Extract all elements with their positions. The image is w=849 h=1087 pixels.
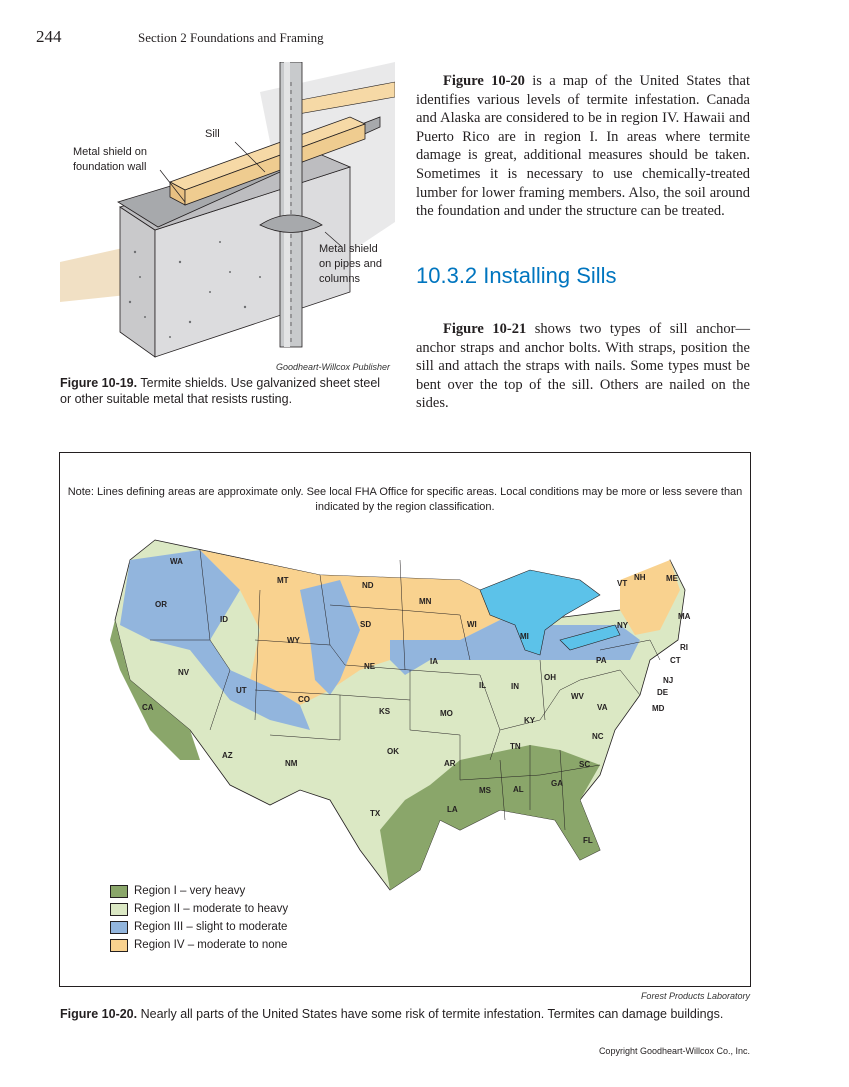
section-heading: 10.3.2 Installing Sills <box>416 263 617 288</box>
body-paragraph-1: Figure 10-20 is a map of the United States that identifies various levels of termite infestation. Canada and Alaska are considered to be in region IV. Hawaii and Puerto Rico are in region I. In areas where termite damage is great, additional measures should be taken. Sometimes it is necessary to use chemically-treated lumber for lower framing members. Also, the soil around the foundation and under the structure can be treated. <box>416 73 750 220</box>
state-label: WY <box>287 636 300 645</box>
state-label: IA <box>430 657 438 666</box>
state-label: IL <box>479 681 487 690</box>
state-label: VA <box>597 703 608 712</box>
state-label: AZ <box>222 751 233 760</box>
legend-swatch <box>110 885 128 898</box>
state-label: PA <box>596 656 607 665</box>
page-number: 244 <box>36 27 62 46</box>
copyright-footer: Copyright Goodheart-Willcox Co., Inc. <box>598 1046 750 1056</box>
state-label: AR <box>444 759 456 768</box>
foundation-wall <box>120 207 155 357</box>
figure-10-19-caption: Figure 10-19. Termite shields. Use galvanized sheet steel or other suitable metal that resists rusting. <box>60 376 381 406</box>
state-label: NH <box>634 573 646 582</box>
legend-swatch <box>110 903 128 916</box>
state-label: UT <box>236 686 247 695</box>
termite-region-map <box>60 530 750 900</box>
state-label: ME <box>666 574 678 583</box>
figure-10-19-credit: Goodheart-Willcox Publisher <box>276 362 390 372</box>
state-label: TN <box>510 742 521 751</box>
state-label: NY <box>617 621 629 630</box>
state-label: AL <box>513 785 524 794</box>
label-pipe-shield: Metal shield on pipes and columns <box>319 243 382 285</box>
state-label: CO <box>298 695 310 704</box>
state-label: OR <box>155 600 167 609</box>
state-label: OK <box>387 747 399 756</box>
state-label: SC <box>579 760 591 769</box>
figure-10-20-caption: Figure 10-20. Nearly all parts of the United States have some risk of termite infestation. Termites can damage buildings. <box>60 1007 724 1021</box>
state-label: WI <box>467 620 477 629</box>
state-label: MA <box>678 612 691 621</box>
state-label: IN <box>511 682 519 691</box>
state-label: ID <box>220 615 228 624</box>
state-label: MD <box>652 704 665 713</box>
legend-item: Region III – slight to moderate <box>110 918 288 936</box>
section-header: Section 2 Foundations and Framing <box>138 30 324 45</box>
legend-item: Region II – moderate to heavy <box>110 900 288 918</box>
map-note: Note: Lines defining areas are approximate only. See local FHA Office for specific areas. Local conditions may be more or less severe than indicated by the region classification. <box>67 486 743 513</box>
state-label: KS <box>379 707 391 716</box>
legend-swatch <box>110 939 128 952</box>
body-paragraph-2: Figure 10-21 shows two types of sill anchor—anchor straps and anchor bolts. With straps, position the sill and attach the straps with nails. Some types must be bent over the top of the sill. Others are nailed on the sides. <box>416 321 751 412</box>
figure-10-20-credit: Forest Products Laboratory <box>640 991 750 1001</box>
state-label: RI <box>680 643 688 652</box>
state-label: VT <box>617 579 628 588</box>
state-label: CT <box>670 656 681 665</box>
termite-shield-illustration <box>60 62 395 362</box>
state-label: CA <box>142 703 154 712</box>
state-label: TX <box>370 809 381 818</box>
state-label: KY <box>524 716 536 725</box>
state-label: GA <box>551 779 563 788</box>
state-label: MT <box>277 576 289 585</box>
state-label: FL <box>583 836 593 845</box>
state-label: ND <box>362 581 374 590</box>
state-label: NE <box>364 662 376 671</box>
state-label: NV <box>178 668 190 677</box>
state-label: NJ <box>663 676 674 685</box>
state-label: MI <box>520 632 529 641</box>
state-label: SD <box>360 620 372 629</box>
state-label: WA <box>170 557 183 566</box>
state-label: MO <box>440 709 453 718</box>
label-sill: Sill <box>205 128 220 140</box>
state-label: MN <box>419 597 432 606</box>
state-label: WV <box>571 692 584 701</box>
state-label: NC <box>592 732 604 741</box>
state-label: NM <box>285 759 298 768</box>
state-label: LA <box>447 805 458 814</box>
legend-item: Region I – very heavy <box>110 882 288 900</box>
state-label: OH <box>544 673 556 682</box>
legend-item: Region IV – moderate to none <box>110 936 288 954</box>
state-label: DE <box>657 688 669 697</box>
map-legend <box>110 882 288 954</box>
state-label: MS <box>479 786 491 795</box>
legend-swatch <box>110 921 128 934</box>
label-foundation-shield: Metal shield on foundation wall <box>73 146 147 173</box>
